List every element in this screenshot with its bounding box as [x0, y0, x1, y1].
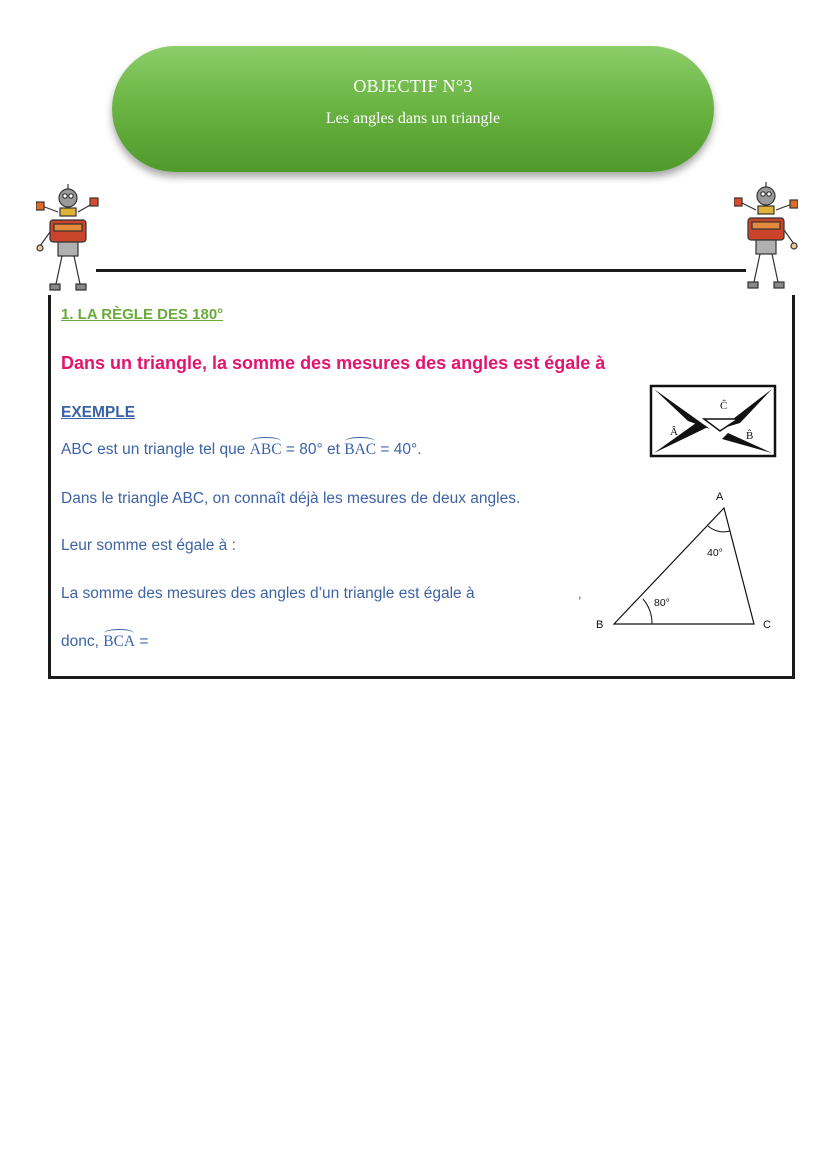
vertex-c-label: C [763, 619, 771, 631]
example-line-1-part2: = 80° et [285, 441, 340, 458]
example-comma: , [578, 586, 582, 601]
figure-label-a: Â [670, 426, 678, 438]
objective-subtitle: Les angles dans un triangle [325, 110, 501, 127]
example-line-5-prefix: donc, [61, 633, 99, 650]
torn-triangle-figure [648, 383, 778, 459]
example-line-1 [61, 441, 422, 459]
section-title: 1. LA RÈGLE DES 180° [61, 306, 224, 323]
frame-top-line [96, 269, 746, 272]
example-line-5 [61, 633, 148, 651]
example-line-2: Dans le triangle ABC, on connaît déjà les mesures de deux angles. [61, 490, 521, 507]
objective-title: OBJECTIF N°3 [353, 76, 473, 96]
angle-bca-notation: BCA [103, 633, 136, 650]
example-line-3: Leur somme est égale à : [61, 537, 236, 554]
angle-abc-notation: ABC [249, 441, 282, 458]
robot-mascot-left-icon [36, 184, 100, 296]
angle-b-arc [643, 599, 652, 624]
angle-bac-notation: BAC [344, 441, 377, 458]
triangle-abc-figure [588, 484, 788, 634]
triangle-abc-shape [614, 508, 754, 624]
angle-b-value: 80° [654, 597, 670, 609]
example-line-5-suffix: = [139, 633, 149, 650]
robot-mascot-right-icon [734, 182, 798, 294]
example-line-1-prefix: ABC est un triangle tel que [61, 441, 246, 458]
figure-label-b: B̂ [746, 430, 754, 442]
objective-banner [112, 46, 714, 172]
figure-label-c: Ĉ [720, 400, 728, 412]
example-line-1-part3: = 40°. [380, 441, 422, 458]
angle-a-value: 40° [707, 547, 723, 559]
example-title: EXEMPLE [61, 404, 136, 421]
rule-statement: Dans un triangle, la somme des mesures des angles est égale à [61, 353, 606, 373]
vertex-b-label: B [596, 619, 604, 631]
example-line-4: La somme des mesures des angles d’un triangle est égale à [61, 585, 475, 602]
vertex-a-label: A [716, 491, 724, 503]
angle-a-arc [708, 526, 730, 532]
